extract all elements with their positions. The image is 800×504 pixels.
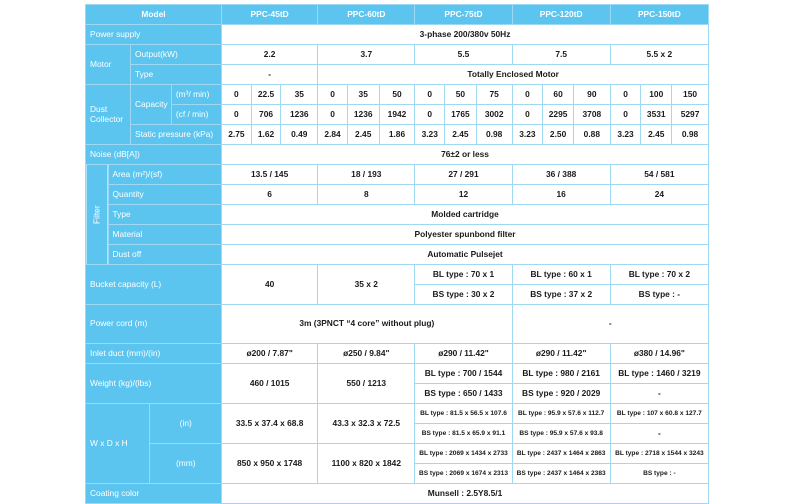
filter-quantity-row [86,185,709,205]
capacity-cf-row [86,105,709,125]
static-pressure-cell: 3.23 [415,125,445,145]
filter-area-cell: 36 / 388 [512,165,610,185]
dimensions-in-label: (in) [150,404,222,444]
static-pressure-cell: 2.45 [445,125,477,145]
filter-quantity-cell: 24 [610,185,708,205]
filter-quantity-label: Quantity [108,185,222,205]
coating-row [86,484,709,504]
motor-output-row [86,45,709,65]
capacity-m3-cell: 35 [281,85,318,105]
capacity-m3-cell: 100 [641,85,672,105]
dimensions-cell: 43.3 x 32.3 x 72.5 [318,404,415,444]
filter-area-label: Area (m²)/(sf) [108,165,222,185]
unit-m3-label: (m³/ min) [171,85,221,105]
weight-cell: - [610,384,708,404]
power-supply-row [86,25,709,45]
weight-cell: 550 / 1213 [318,364,415,404]
power-supply-label: Power supply [86,25,222,45]
capacity-label: Capacity [131,85,172,125]
static-pressure-cell: 2.84 [318,125,348,145]
motor-output-cell: 7.5 [512,45,610,65]
weight-cell: BS type : 650 / 1433 [415,384,512,404]
filter-label: Filter [86,165,109,265]
filter-area-cell: 18 / 193 [318,165,415,185]
capacity-m3-cell: 22.5 [251,85,281,105]
filter-quantity-cell: 12 [415,185,512,205]
inlet-duct-cell: ø380 / 14.96" [610,344,708,364]
static-pressure-row [86,125,709,145]
dimensions-mm-row-1 [86,444,709,464]
bucket-cell: BL type : 60 x 1 [512,265,610,285]
bucket-cell: BS type : 30 x 2 [415,285,512,305]
static-pressure-cell: 1.62 [251,125,281,145]
weight-cell: BL type : 1460 / 3219 [610,364,708,384]
filter-quantity-cell: 6 [222,185,318,205]
model-ppc-120td: PPC-120tD [512,5,610,25]
power-cord-label: Power cord (m) [86,305,222,344]
capacity-m3-cell: 0 [318,85,348,105]
model-ppc-75td: PPC-75tD [415,5,512,25]
dimensions-label: W x D x H [86,404,150,484]
inlet-duct-label: Inlet duct (mm)/(in) [86,344,222,364]
header-row [86,5,709,25]
inlet-duct-cell: ø250 / 9.84" [318,344,415,364]
capacity-cf-cell: 0 [610,105,641,125]
filter-material-label: Material [108,225,222,245]
capacity-cf-cell: 1236 [281,105,318,125]
dimensions-cell: - [610,424,708,444]
bucket-row-1 [86,265,709,285]
capacity-cf-cell: 2295 [543,105,574,125]
capacity-cf-cell: 0 [415,105,445,125]
static-pressure-cell: 3.23 [610,125,641,145]
capacity-m3-cell: 35 [347,85,379,105]
filter-dust-off-value: Automatic Pulsejet [222,245,709,265]
static-pressure-cell: 0.98 [672,125,709,145]
model-ppc-150td: PPC-150tD [610,5,708,25]
dimensions-cell: BL type : 95.9 x 57.6 x 112.7 [512,404,610,424]
dimensions-cell: BL type : 81.5 x 56.5 x 107.6 [415,404,512,424]
bucket-cell: 40 [222,265,318,305]
motor-output-label: Output(kW) [131,45,222,65]
filter-quantity-cell: 16 [512,185,610,205]
dimensions-cell: BS type : - [610,464,708,484]
filter-area-cell: 13.5 / 145 [222,165,318,185]
capacity-m3-cell: 150 [672,85,709,105]
bucket-cell: BS type : - [610,285,708,305]
bucket-cell: BL type : 70 x 2 [610,265,708,285]
bucket-cell: BS type : 37 x 2 [512,285,610,305]
weight-cell: BL type : 700 / 1544 [415,364,512,384]
inlet-duct-cell: ø290 / 11.42" [512,344,610,364]
noise-label: Noise (dB[A]) [86,145,222,165]
motor-output-cell: 5.5 x 2 [610,45,708,65]
spec-table [85,4,709,504]
model-ppc-60td: PPC-60tD [318,5,415,25]
motor-type-label: Type [131,65,222,85]
filter-material-value: Polyester spunbond filter [222,225,709,245]
capacity-cf-cell: 1236 [347,105,379,125]
motor-output-cell: 5.5 [415,45,512,65]
filter-dust-off-label: Dust off [108,245,222,265]
noise-row [86,145,709,165]
filter-dust-off-row [86,245,709,265]
bucket-label: Bucket capacity (L) [86,265,222,305]
dimensions-cell: BS type : 2437 x 1464 x 2383 [512,464,610,484]
power-cord-value: 3m (3PNCT “4 core” without plug) [222,305,513,344]
capacity-cf-cell: 5297 [672,105,709,125]
power-supply-value: 3-phase 200/380v 50Hz [222,25,709,45]
capacity-cf-cell: 706 [251,105,281,125]
static-pressure-cell: 0.49 [281,125,318,145]
filter-quantity-cell: 8 [318,185,415,205]
dimensions-in-row-1 [86,404,709,424]
dimensions-cell: 1100 x 820 x 1842 [318,444,415,484]
dimensions-cell: BS type : 81.5 x 65.9 x 91.1 [415,424,512,444]
dimensions-cell: BL type : 2437 x 1464 x 2863 [512,444,610,464]
static-pressure-cell: 0.98 [476,125,512,145]
capacity-m3-cell: 0 [415,85,445,105]
capacity-cf-cell: 0 [318,105,348,125]
filter-type-label: Type [108,205,222,225]
filter-type-row [86,205,709,225]
coating-value: Munsell : 2.5Y8.5/1 [222,484,709,504]
dimensions-cell: BL type : 2718 x 1544 x 3243 [610,444,708,464]
capacity-m3-cell: 50 [379,85,415,105]
weight-cell: BS type : 920 / 2029 [512,384,610,404]
capacity-m3-cell: 50 [445,85,477,105]
capacity-cf-cell: 3708 [573,105,610,125]
inlet-duct-cell: ø200 / 7.87" [222,344,318,364]
weight-cell: BL type : 980 / 2161 [512,364,610,384]
capacity-cf-cell: 1765 [445,105,477,125]
model-header: Model [86,5,222,25]
dimensions-cell: 850 x 950 x 1748 [222,444,318,484]
motor-output-cell: 2.2 [222,45,318,65]
static-pressure-cell: 1.86 [379,125,415,145]
static-pressure-cell: 3.23 [512,125,543,145]
capacity-m3-cell: 0 [222,85,252,105]
bucket-cell: BL type : 70 x 1 [415,265,512,285]
filter-type-value: Molded cartridge [222,205,709,225]
capacity-cf-cell: 3531 [641,105,672,125]
static-pressure-cell: 2.75 [222,125,252,145]
capacity-cf-cell: 0 [222,105,252,125]
motor-label: Motor [86,45,131,85]
capacity-m3-cell: 75 [476,85,512,105]
motor-type-cell: Totally Enclosed Motor [318,65,709,85]
model-ppc-45td: PPC-45tD [222,5,318,25]
static-pressure-cell: 2.45 [347,125,379,145]
dimensions-cell: BL type : 2069 x 1434 x 2733 [415,444,512,464]
weight-cell: 460 / 1015 [222,364,318,404]
capacity-m3-cell: 60 [543,85,574,105]
capacity-m3-cell: 0 [610,85,641,105]
filter-area-cell: 27 / 291 [415,165,512,185]
inlet-duct-row [86,344,709,364]
capacity-m3-row [86,85,709,105]
motor-output-cell: 3.7 [318,45,415,65]
dimensions-cell: 33.5 x 37.4 x 68.8 [222,404,318,444]
dimensions-cell: BS type : 95.9 x 57.6 x 93.8 [512,424,610,444]
dimensions-cell: BS type : 2069 x 1674 x 2313 [415,464,512,484]
capacity-cf-cell: 3002 [476,105,512,125]
filter-area-row [86,165,709,185]
dimensions-cell: BL type : 107 x 60.8 x 127.7 [610,404,708,424]
capacity-cf-cell: 1942 [379,105,415,125]
motor-type-cell: - [222,65,318,85]
static-pressure-cell: 2.50 [543,125,574,145]
filter-material-row [86,225,709,245]
inlet-duct-cell: ø290 / 11.42" [415,344,512,364]
capacity-m3-cell: 0 [512,85,543,105]
coating-label: Coating color [86,484,222,504]
noise-value: 76±2 or less [222,145,709,165]
static-pressure-cell: 2.45 [641,125,672,145]
dimensions-mm-label: (mm) [150,444,222,484]
power-cord-value: - [512,305,708,344]
static-pressure-label: Static pressure (kPa) [131,125,222,145]
filter-area-cell: 54 / 581 [610,165,708,185]
power-cord-row [86,305,709,344]
static-pressure-cell: 0.88 [573,125,610,145]
capacity-m3-cell: 90 [573,85,610,105]
weight-row-1 [86,364,709,384]
bucket-cell: 35 x 2 [318,265,415,305]
weight-label: Weight (kg)/(lbs) [86,364,222,404]
unit-cf-label: (cf / min) [171,105,221,125]
motor-type-row [86,65,709,85]
dust-collector-label: Dust Collector [86,85,131,145]
capacity-cf-cell: 0 [512,105,543,125]
